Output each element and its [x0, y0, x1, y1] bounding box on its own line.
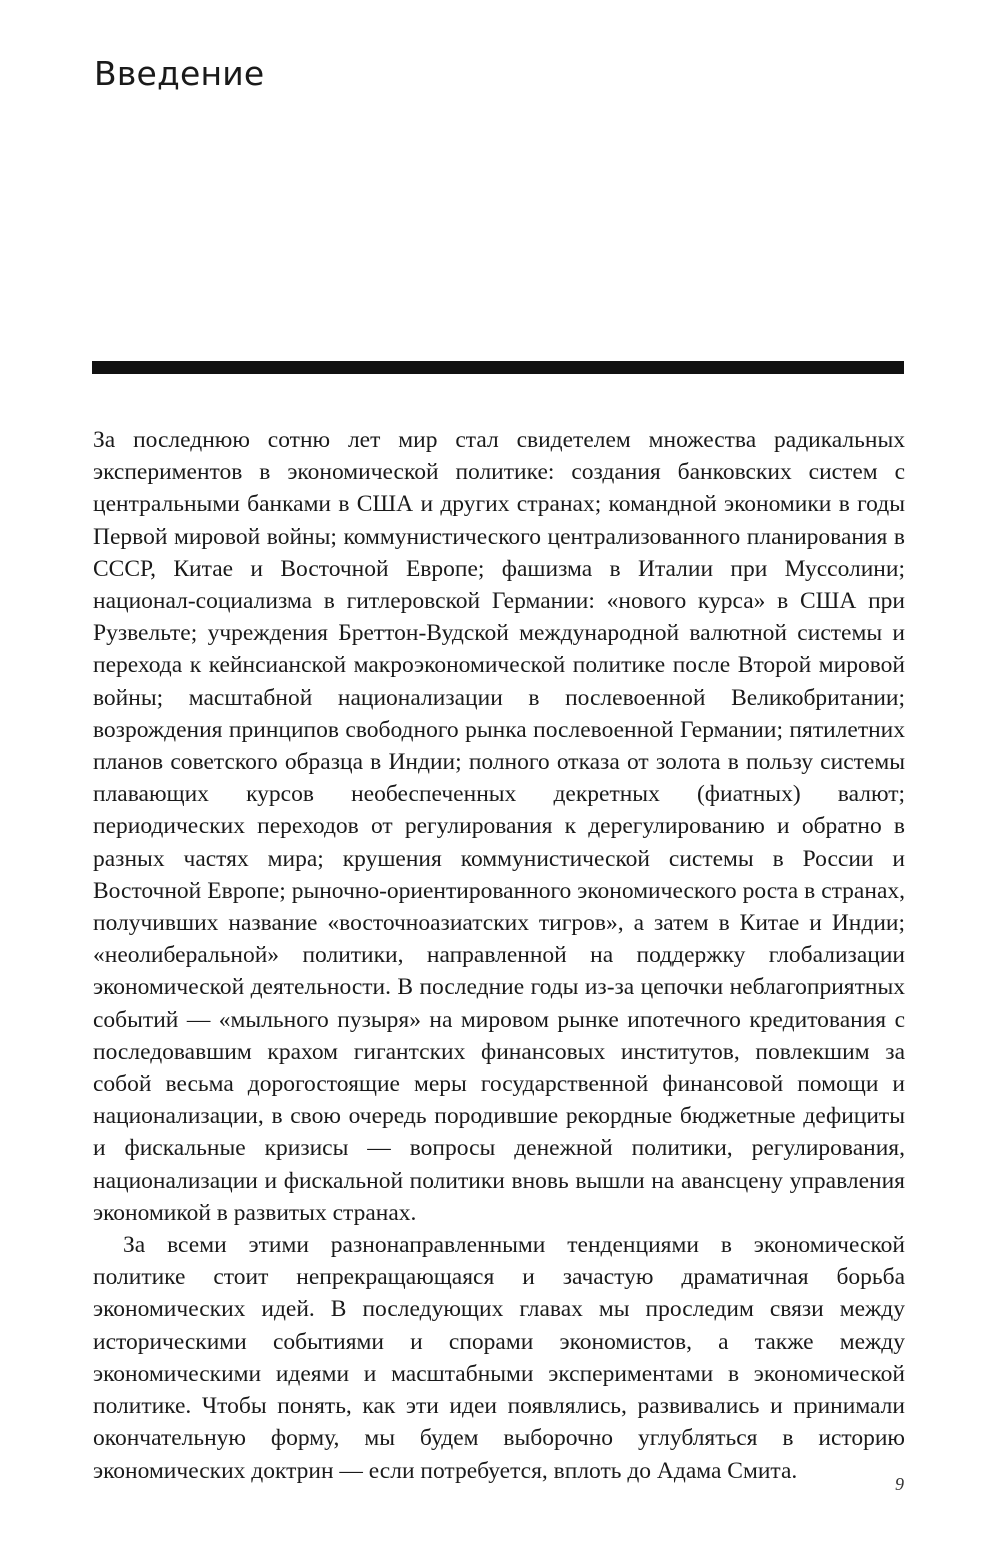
paragraph-1: За последнюю сотню лет мир стал свидетелем множества радикальных экспериментов в экономической политике: создания банковских систем с центральными банками в США и других странах; командной экономики в годы Первой мировой войны; коммунистического централизованного планирования в СССР, Китае и Восточной Европе; фашизма в Италии при Муссолини; национал-социализма в гитлеровской Германии: «нового курса» в США при Рузвельте; учреждения Бреттон-Вудской международной валютной системы и перехода к кейнсианской макроэкономической политике после Второй мировой войны; масштабной национализации в послевоенной Великобритании; возрождения принципов свободного рынка послевоенной Германии; пятилетних планов советского образца в Индии; полного отказа от золота в пользу системы плавающих курсов необеспеченных декретных (фиатных) валют; периодических переходов от регулирования к дерегулированию и обратно в разных частях мира; крушения коммунистической системы в России и Восточной Европе; рыночно-ориентированного экономического роста в странах, получивших название «восточноазиатских тигров», а затем в Китае и Индии; «неолиберальной» политики, направленной на поддержку глобализации экономической деятельности. В последние годы из-за цепочки неблагоприятных событий — «мыльного пузыря» на мировом рынке ипотечного кредитования с последовавшим крахом гигантских финансовых институтов, повлекшим за собой весьма дорогостоящие меры государственной финансовой помощи и национализации, в свою очередь породившие рекордные бюджетные дефициты и фискальные кризисы — вопросы денежной политики, регулирования, национализации и фискальной политики вновь вышли на авансцену управления экономикой в развитых странах.: [93, 427, 905, 1226]
page-number: 9: [895, 1474, 904, 1494]
paragraph-2: За всеми этими разнонаправленными тенденциями в экономической политике стоит непрекращающаяся и зачастую драматичная борьба экономических идей. В последующих главах мы проследим связи между историческими событиями и спорами экономистов, а также между экономическими идеями и масштабными экспериментами в экономической политике. Чтобы понять, как эти идеи появлялись, развивались и принимали окончательную форму, мы будем выборочно углубляться в историю экономических доктрин — если потребуется, вплоть до Адама Смита.: [93, 1232, 905, 1484]
title-rule-divider: [92, 361, 904, 374]
chapter-title: Введение: [94, 54, 265, 93]
body-text: [93, 424, 905, 1487]
